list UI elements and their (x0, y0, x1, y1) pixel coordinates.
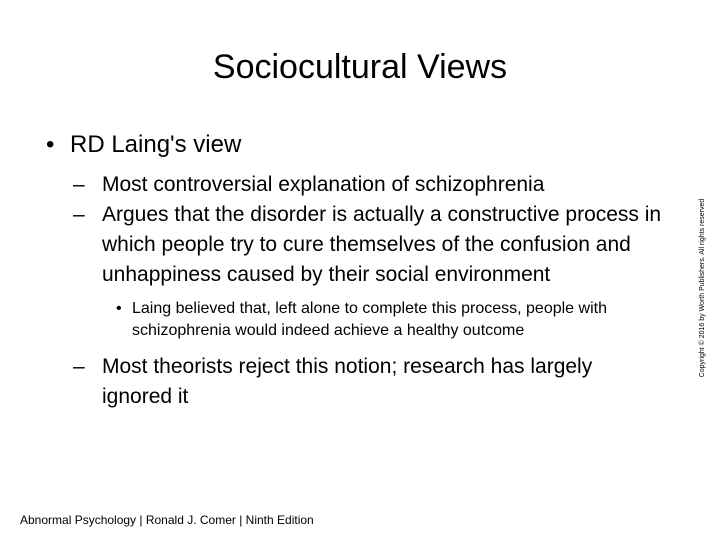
subpoint-text: Argues that the disorder is actually a constructive process in which people try to cure themselves of the confusion and unhappiness caused by their social environment (102, 203, 662, 286)
copyright-notice: Copyright © 2016 by Worth Publishers. All rights reserved (699, 198, 706, 378)
bullet-text: RD Laing's view (70, 131, 242, 158)
bullet-marker: • (116, 300, 122, 317)
bullet-marker: • (46, 131, 55, 158)
slide-title: Sociocultural Views (212, 48, 508, 86)
bullet-rd-laing (46, 130, 686, 160)
dash-marker: – (73, 173, 85, 196)
subpoint-text: Most theorists reject this notion; research has largely ignored it (102, 355, 593, 408)
dash-marker: – (73, 203, 85, 226)
subpoint-theorists-reject (46, 352, 662, 412)
subpoint-argues (46, 200, 672, 290)
subsubpoint-text: Laing believed that, left alone to complete this process, people with schizophrenia would indeed achieve a healthy outcome (132, 300, 607, 339)
subpoint-controversial (46, 170, 672, 200)
dash-marker: – (73, 355, 85, 378)
slide-footer: Abnormal Psychology | Ronald J. Comer | Ninth Edition (20, 513, 314, 527)
slide-content (46, 130, 686, 412)
subsubpoint-laing-believed (46, 298, 652, 342)
subpoint-text: Most controversial explanation of schizophrenia (102, 173, 545, 196)
